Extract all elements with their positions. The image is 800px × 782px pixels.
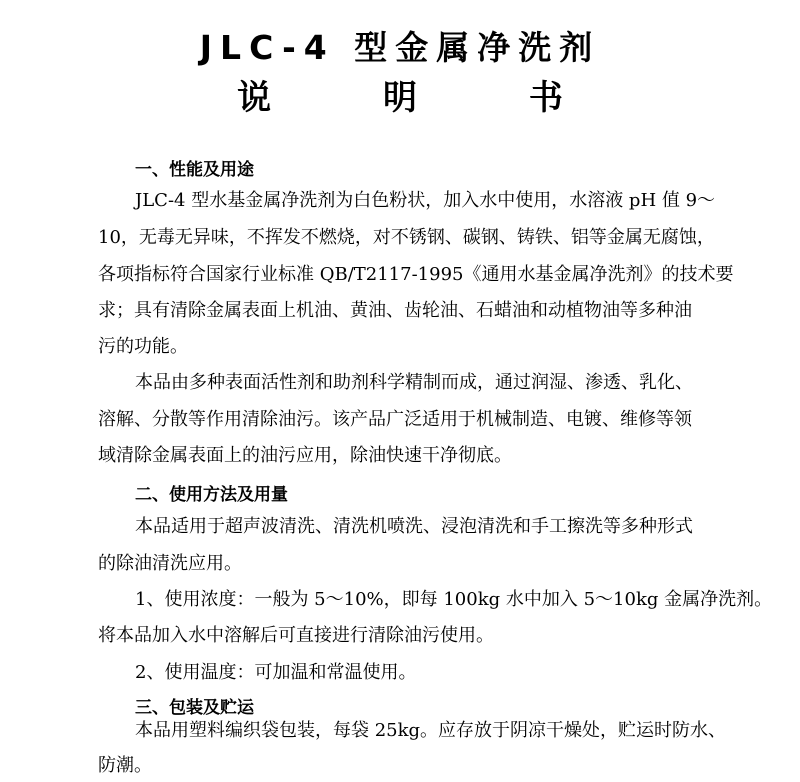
paragraph-line: 本品由多种表面活性剂和助剂科学精制而成，通过润湿、渗透、乳化、	[135, 372, 693, 393]
document-subtitle: 说 明 书	[237, 78, 613, 118]
paragraph-line: 溶解、分散等作用清除油污。该产品广泛适用于机械制造、电镀、维修等领	[98, 409, 692, 430]
paragraph-line: 求；具有清除金属表面上机油、黄油、齿轮油、石蜡油和动植物油等多种油	[98, 300, 692, 321]
paragraph-line: 的除油清洗应用。	[98, 553, 242, 574]
paragraph-line: 域清除金属表面上的油污应用，除油快速干净彻底。	[98, 445, 512, 466]
document-title: JLC-4 型金属净洗剂	[199, 28, 601, 67]
paragraph-line: JLC-4 型水基金属净洗剂为白色粉状，加入水中使用，水溶液 pH 值 9～	[135, 190, 716, 211]
paragraph-line: 污的功能。	[98, 336, 188, 357]
paragraph-line: 将本品加入水中溶解后可直接进行清除油污使用。	[98, 625, 494, 646]
paragraph-line: 1、使用浓度：一般为 5～10%，即每 100kg 水中加入 5～10kg 金属净洗剂。	[135, 589, 773, 610]
section-heading-usage: 二、使用方法及用量	[135, 485, 288, 505]
paragraph-line: 2、使用温度：可加温和常温使用。	[135, 662, 417, 683]
paragraph-line: 本品适用于超声波清洗、清洗机喷洗、浸泡清洗和手工擦洗等多种形式	[135, 516, 693, 537]
paragraph-line: 本品用塑料编织袋包装，每袋 25kg。应存放于阴凉干燥处，贮运时防水、	[135, 720, 727, 741]
section-heading-packaging: 三、包装及贮运	[135, 698, 254, 718]
section-heading-performance: 一、性能及用途	[135, 160, 254, 180]
paragraph-line: 10，无毒无异味，不挥发不燃烧，对不锈钢、碳钢、铸铁、铝等金属无腐蚀，	[98, 227, 715, 248]
paragraph-line: 防潮。	[98, 755, 152, 776]
paragraph-line: 各项指标符合国家行业标准 QB/T2117-1995《通用水基金属净洗剂》的技术要	[98, 264, 734, 285]
